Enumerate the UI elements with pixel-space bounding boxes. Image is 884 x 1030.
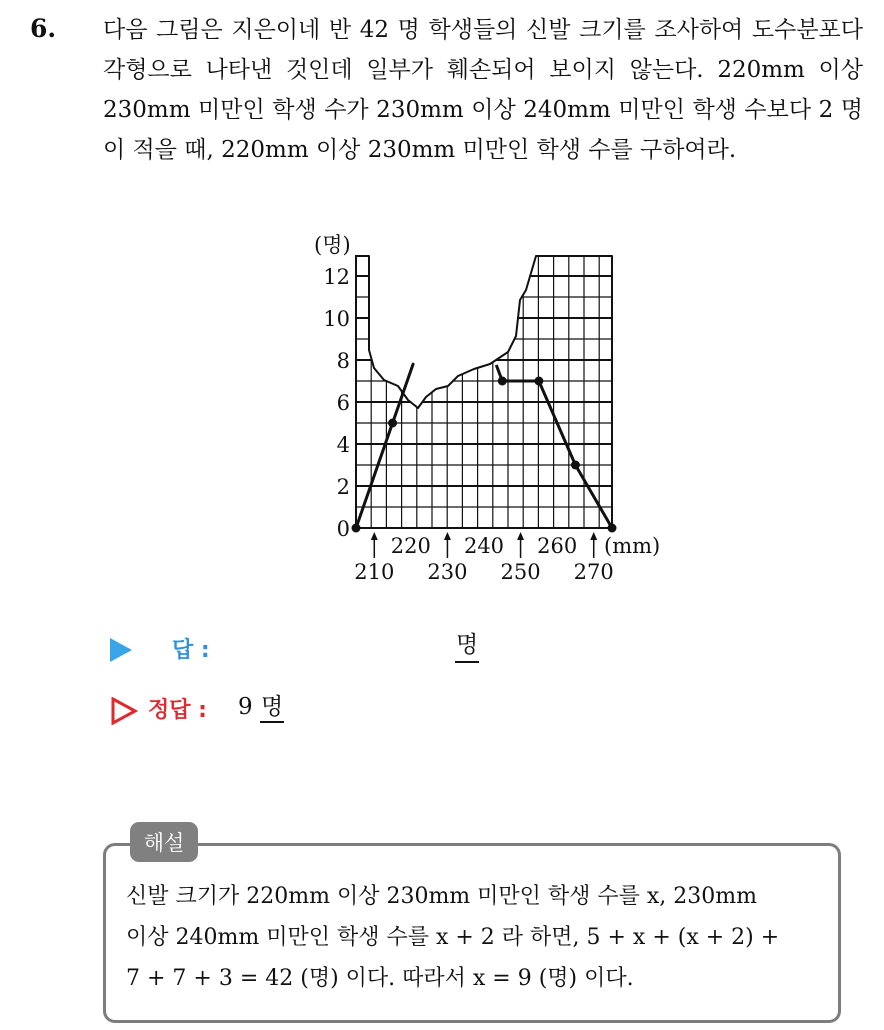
explanation-tag: 해설 bbox=[130, 822, 198, 862]
answer-label: 답 : bbox=[172, 638, 210, 663]
explanation-line-1: 신발 크기가 220mm 이상 230mm 미만인 학생 수를 x, 230mm bbox=[126, 884, 758, 909]
x-tick-label-upper: 240 bbox=[463, 534, 505, 558]
y-tick-label: 12 bbox=[323, 265, 350, 289]
explanation-text bbox=[126, 876, 826, 999]
data-point bbox=[352, 524, 361, 533]
y-tick-label: 8 bbox=[336, 349, 350, 373]
correct-answer-row bbox=[110, 693, 510, 733]
question-number: 6. bbox=[30, 14, 57, 43]
data-point bbox=[388, 419, 397, 428]
answer-unit: 명 bbox=[455, 630, 479, 663]
y-tick-label: 10 bbox=[323, 307, 350, 331]
x-axis-label: (mm) bbox=[604, 534, 661, 558]
polygon-line bbox=[575, 465, 612, 528]
y-tick-label: 2 bbox=[336, 475, 350, 499]
data-point bbox=[534, 377, 543, 386]
answer-row bbox=[110, 630, 630, 670]
x-tick-label-lower: 210 bbox=[354, 560, 395, 584]
x-tick-label-lower: 230 bbox=[427, 560, 468, 584]
data-point bbox=[608, 524, 617, 533]
explanation-line-2: 이상 240mm 미만인 학생 수를 x + 2 라 하면, 5 + x + (x + 2) + bbox=[126, 925, 780, 950]
y-tick-label: 0 bbox=[336, 517, 350, 541]
correct-answer-value bbox=[238, 692, 284, 722]
x-tick-arrow-270-head bbox=[590, 532, 597, 540]
chart-plot-area bbox=[314, 233, 660, 584]
polygon-line bbox=[356, 364, 413, 528]
correct-answer-unit: 명 bbox=[260, 694, 284, 723]
x-tick-label-upper: 260 bbox=[537, 534, 578, 558]
data-point bbox=[571, 461, 580, 470]
x-tick-arrow-230-head bbox=[444, 532, 451, 540]
x-tick-arrow-210-head bbox=[371, 532, 378, 540]
x-tick-arrow-250-head bbox=[517, 532, 524, 540]
y-tick-label: 4 bbox=[336, 433, 350, 457]
play-arrow-icon bbox=[110, 638, 132, 662]
explanation-line-3: 7 + 7 + 3 = 42 (명) 이다. 따라서 x = 9 (명) 이다. bbox=[126, 966, 634, 991]
chart-grid bbox=[356, 255, 612, 528]
y-axis-label: (명) bbox=[314, 233, 351, 257]
correct-answer-number: 9 bbox=[238, 694, 253, 720]
x-tick-label-upper: 220 bbox=[390, 534, 431, 558]
y-tick-label: 6 bbox=[336, 391, 350, 415]
x-tick-label-lower: 270 bbox=[573, 560, 614, 584]
x-tick-label-lower: 250 bbox=[500, 560, 541, 584]
outline-arrow-icon bbox=[110, 697, 138, 725]
correct-answer-label: 정답 : bbox=[148, 698, 207, 723]
data-point bbox=[498, 377, 507, 386]
question-text: 다음 그림은 지은이네 반 42 명 학생들의 신발 크기를 조사하여 도수분포다각형으로 나타낸 것인데 일부가 훼손되어 보이지 않는다. 220mm 이상 230mm 미만인 학생 수가 230mm 이상 240mm 미만인 학생 수보다 2 명이 적을 때, 220mm 이상 230mm 미만인 학생 수를 구하여라. bbox=[103, 17, 863, 163]
